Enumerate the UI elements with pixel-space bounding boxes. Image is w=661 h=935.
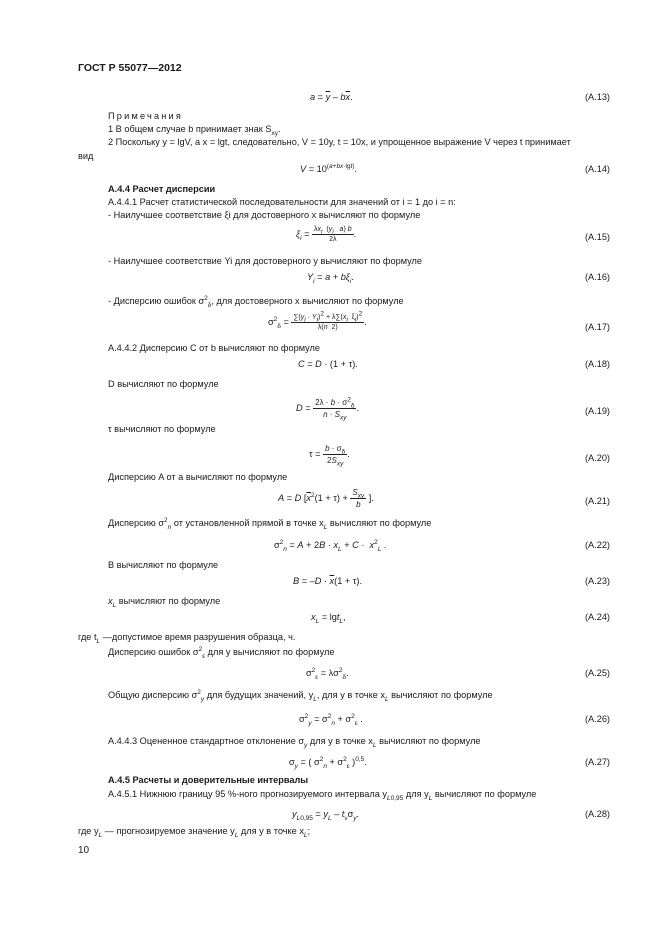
eq-number: (A.14) — [584, 164, 610, 174]
section-heading: A.4.5 Расчеты и доверительные интервалы — [108, 775, 309, 785]
eq-number: (A.24) — [584, 612, 610, 622]
eq-number: (A.27) — [584, 757, 610, 767]
note-1: 1 В общем случае b принимает знак $S_{xy}$. — [108, 124, 281, 137]
note-2-cont: вид — [78, 151, 94, 161]
formula-a15: $\xi_i$ = $\frac{\lambda x_i (y_i a) b}{2\lambda}$ . — [296, 226, 357, 243]
paragraph: $x_L$ вычисляют по формуле — [108, 596, 221, 609]
formula-a23: $B = -D \cdot \overline{x}(1 + \tau)$. — [293, 576, 363, 586]
page-number: 10 — [78, 845, 90, 856]
paragraph: D вычисляют по формуле — [108, 379, 219, 389]
formula-a25: $\sigma^2_\varepsilon = \lambda\sigma^2_\delta$. — [306, 666, 349, 681]
eq-number: (A.17) — [584, 322, 610, 332]
formula-a27: $\sigma_y$ = ( $\sigma^2_n + \sigma^2_\varepsilon$ )$^{0,5}$. — [289, 755, 367, 770]
formula-a16: $Y_i = a + b\xi_i$. — [307, 272, 354, 285]
formula-a26: $\sigma^2_y = \sigma^2_n + \sigma^2_\varepsilon$ . — [299, 712, 363, 727]
eq-number: (A.25) — [584, 668, 610, 678]
eq-number: (A.20) — [584, 453, 610, 463]
list-item: - Дисперсию ошибок $\sigma^2_\delta$, для достоверного x вычисляют по формуле — [108, 294, 404, 309]
paragraph: где $y_L$ — прогнозируемое значение $y_L$ для y в точке $x_L$; — [78, 826, 311, 839]
paragraph: τ вычисляют по формуле — [108, 424, 216, 434]
document-header: ГОСТ Р 55077—2012 — [78, 62, 182, 74]
eq-number: (A.22) — [584, 540, 610, 550]
eq-number: (A.21) — [584, 496, 610, 506]
eq-number: (A.18) — [584, 359, 610, 369]
paragraph: A.4.4.2 Дисперсию C от b вычисляют по формуле — [108, 343, 320, 353]
formula-a17: $\sigma^2_\delta$ = $\frac{\sum(y_i \cdot Y_i)^2 + \lambda\sum(x_i \xi_i)^2}{\lambda(n 2)}$ . — [268, 310, 367, 331]
formula-a20: τ = $\frac{b \cdot \sigma_\delta}{2S_{xy}}$ . — [309, 444, 350, 468]
formula-a21: A = D [$\overline{x}^2(1 + \tau)$ + $\frac{S_{xy}}{b}$ ]. — [278, 488, 374, 509]
paragraph: A.4.5.1 Нижнюю границу 95 %-ного прогнозируемого интервала $y_{L0,95}$ для $y_L$ вычисляют по формуле — [108, 789, 537, 802]
formula-a14: $V = 10^{(a+bx\cdot lgt)}$. — [300, 162, 358, 174]
eq-number: (A.13) — [584, 92, 610, 102]
paragraph: где $t_L$ —допустимое время разрушения образца, ч. — [78, 632, 296, 645]
formula-a28: $y_{L0,95} = y_L - t_\nu\sigma_y$. — [292, 809, 360, 822]
eq-number: (A.15) — [584, 232, 610, 242]
paragraph: Дисперсию $\sigma^2_n$ от установленной прямой в точке $x_L$ вычисляют по формуле — [108, 516, 432, 531]
eq-number: (A.16) — [584, 272, 610, 282]
formula-a22: $\sigma^2_n = A + 2B \cdot x_L + C \cdot x^2_L$ . — [274, 538, 387, 553]
eq-number: (A.23) — [584, 576, 610, 586]
eq-number: (A.26) — [584, 714, 610, 724]
formula-a18: C = D · (1 + τ). — [298, 359, 358, 369]
eq-number: (A.28) — [584, 809, 610, 819]
paragraph: A.4.4.1 Расчет статистической последовательности для значений от i = 1 до i = n: — [108, 197, 456, 207]
paragraph: Дисперсию ошибок $\sigma^2_\varepsilon$ для y вычисляют по формуле — [108, 645, 335, 660]
formula-a13: $a = \overline{y} - b\overline{x}$. — [310, 92, 353, 102]
note-2: 2 Поскольку y = lgV, а x = lgt, следовательно, V = 10y, t = 10x, и упрощенное выражение V через t принимает — [108, 137, 571, 147]
notes-title: Примечания — [108, 111, 184, 121]
list-item: - Наилучшее соответствие ξi для достоверного x вычисляют по формуле — [108, 210, 421, 220]
paragraph: Общую дисперсию $\sigma^2_y$ для будущих значений, $y_L$, для y в точке $x_L$ вычисляют по формуле — [108, 688, 493, 703]
list-item: - Наилучшее соответствие Yi для достоверного y вычисляют по формуле — [108, 256, 422, 266]
formula-a24: $x_L = \lg t_L$, — [311, 612, 346, 625]
eq-number: (A.19) — [584, 406, 610, 416]
paragraph: Дисперсию A от a вычисляют по формуле — [108, 472, 288, 482]
section-heading: A.4.4 Расчет дисперсии — [108, 184, 216, 194]
paragraph: B вычисляют по формуле — [108, 560, 219, 570]
paragraph: A.4.4.3 Оцененное стандартное отклонение $\sigma_y$ для y в точке $x_L$ вычисляют по формуле — [108, 736, 481, 749]
formula-a19: D = $\frac{2\lambda \cdot b \cdot \sigma^2_\delta}{n \cdot S_{xy}}$ . — [296, 396, 359, 422]
